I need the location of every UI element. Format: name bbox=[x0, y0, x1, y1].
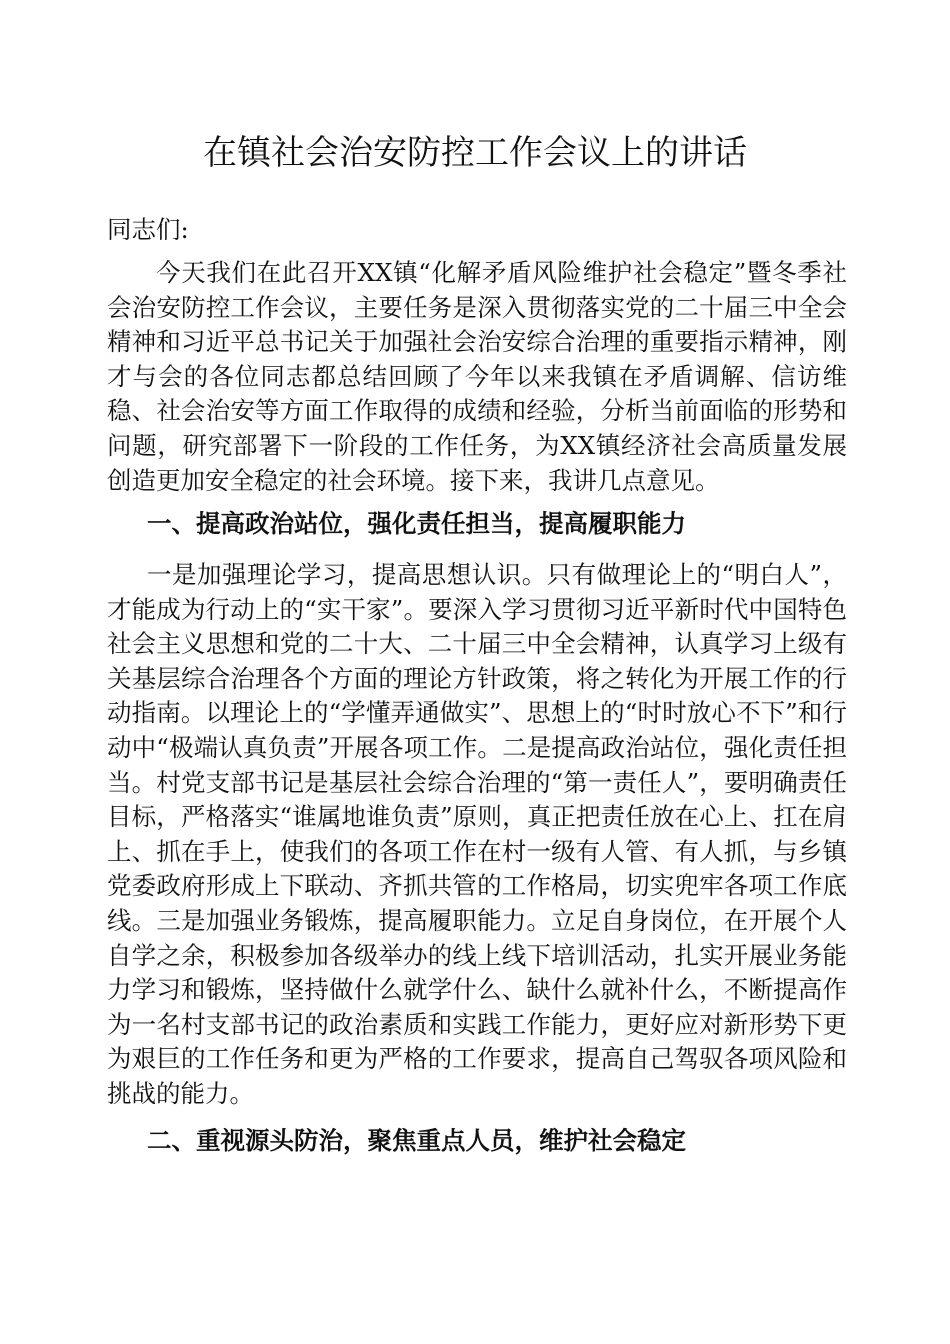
section-heading-2: 二、重视源头防治，聚焦重点人员，维护社会稳定 bbox=[147, 1126, 686, 1155]
paragraph-section-1: 一是加强理论学习，提高思想认识。只有做理论上的“明白人”，才能成为行动上的“实干家”。要深入学习贯彻习近平新时代中国特色社会主义思想和党的二十大、二十届三中全会精神，认真学习上级有关基层综合治理各个方面的理论方针政策，将之转化为开展工作的行动指南。以理论上的“学懂弄通做实”、思想上的“时时放心不下”和行动中“极端认真负责”开展各项工作。二是提高政治站位，强化责任担当。村党支部书记是基层社会综合治理的“第一责任人”，要明确责任目标，严格落实“谁属地谁负责”原则，真正把责任放在心上、扛在肩上、抓在手上，使我们的各项工作在村一级有人管、有人抓，与乡镇党委政府形成上下联动、齐抓共管的工作格局，切实兜牢各项工作底线。三是加强业务锻炼，提高履职能力。立足自身岗位，在开展个人自学之余，积极参加各级举办的线上线下培训活动，扎实开展业务能力学习和锻炼，坚持做什么就学什么、缺什么就补什么，不断提高作为一名村支部书记的政治素质和实践工作能力，更好应对新形势下更为艰巨的工作任务和更为严格的工作要求，提高自己驾驭各项风险和挑战的能力。 bbox=[107, 560, 847, 1108]
document-title: 在镇社会治安防控工作会议上的讲话 bbox=[203, 133, 747, 173]
salutation: 同志们: bbox=[107, 215, 189, 244]
section-heading-1: 一、提高政治站位，强化责任担当，提高履职能力 bbox=[147, 509, 686, 538]
paragraph-intro: 今天我们在此召开XX镇“化解矛盾风险维护社会稳定”暨冬季社会治安防控工作会议，主要任务是深入贯彻落实党的二十届三中全会精神和习近平总书记关于加强社会治安综合治理的重要指示精神，刚才与会的各位同志都总结回顾了今年以来我镇在矛盾调解、信访维稳、社会治安等方面工作取得的成绩和经验，分析当前面临的形势和问题，研究部署下一阶段的工作任务，为XX镇经济社会高质量发展创造更加安全稳定的社会环境。接下来，我讲几点意见。 bbox=[107, 258, 847, 495]
